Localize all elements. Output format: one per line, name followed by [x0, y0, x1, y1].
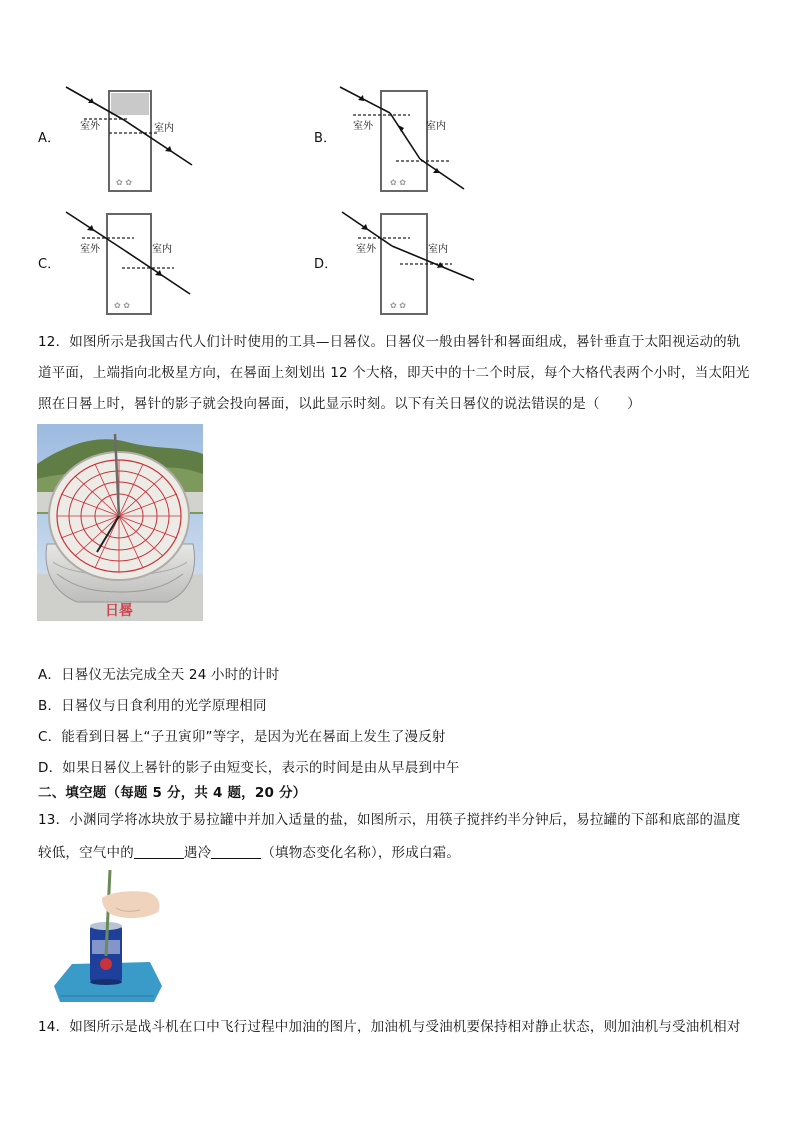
svg-text:✿ ✿: ✿ ✿: [114, 301, 130, 310]
q13-line-1: 13．小渊同学将冰块放于易拉罐中并加入适量的盐，如图所示，用筷子搅拌约半分钟后，易拉罐的下部和底部的温度: [38, 812, 741, 828]
indoor-label: 室内: [428, 244, 448, 255]
svg-text:✿ ✿: ✿ ✿: [116, 178, 132, 187]
indoor-label: 室内: [154, 123, 174, 134]
q12-option-a: A．日晷仪无法完成全天 24 小时的计时: [38, 667, 280, 683]
q14-line-1: 14．如图所示是战斗机在口中飞行过程中加油的图片，加油机与受油机要保持相对静止状态，则加油机与受油机相对: [38, 1019, 741, 1035]
diagram-a: [64, 85, 194, 195]
option-a-label: A．: [38, 131, 61, 146]
sundial-caption: 日晷: [105, 603, 133, 619]
diagram-d: [340, 210, 480, 320]
indoor-label: 室内: [152, 244, 172, 255]
outdoor-label: 室外: [356, 244, 376, 255]
option-c-label: C．: [38, 257, 61, 272]
q12-line-1: 12．如图所示是我国古代人们计时使用的工具—日晷仪。日晷仪一般由晷针和晷面组成，晷针垂直于太阳视运动的轨: [38, 334, 741, 350]
outdoor-label: 室外: [80, 244, 100, 255]
option-d-label: D．: [314, 257, 338, 272]
diagram-b: [338, 85, 468, 195]
answer-blank-2[interactable]: [211, 844, 261, 859]
option-b-label: B．: [314, 131, 337, 146]
q12-option-c: C．能看到日晷上“子丑寅卯”等字，是因为光在晷面上发生了漫反射: [38, 729, 446, 745]
q13-text-a: 较低，空气中的: [38, 845, 134, 861]
section-title: 二、填空题（每题 5 分，共 4 题，20 分）: [38, 785, 307, 801]
outdoor-label: 室外: [353, 121, 373, 132]
sundial-photo: [37, 424, 203, 621]
q12-line-2: 道平面，上端指向北极星方向，在晷面上刻划出 12 个大格，即天中的十二个时辰，每个大格代表两个小时，当太阳光: [38, 365, 750, 381]
q12-option-b: B．日晷仪与日食利用的光学原理相同: [38, 698, 267, 714]
indoor-label: 室内: [426, 121, 446, 132]
q12-option-d: D．如果日晷仪上晷针的影子由短变长，表示的时间是由从早晨到中午: [38, 760, 460, 776]
q13-text-b: 遇冷: [183, 845, 212, 861]
svg-text:✿ ✿: ✿ ✿: [390, 178, 406, 187]
outdoor-label: 室外: [80, 121, 100, 132]
q13-line-2: [38, 843, 460, 863]
answer-blank-1[interactable]: [134, 844, 184, 859]
diagram-c: [64, 210, 194, 320]
q13-text-c: （填物态变化名称），形成白霜。: [261, 845, 461, 861]
svg-text:✿ ✿: ✿ ✿: [390, 301, 406, 310]
can-photo: [50, 868, 164, 1005]
q12-line-3: 照在日晷上时，晷针的影子就会投向晷面，以此显示时刻。以下有关日晷仪的说法错误的是（ ）: [38, 396, 641, 412]
